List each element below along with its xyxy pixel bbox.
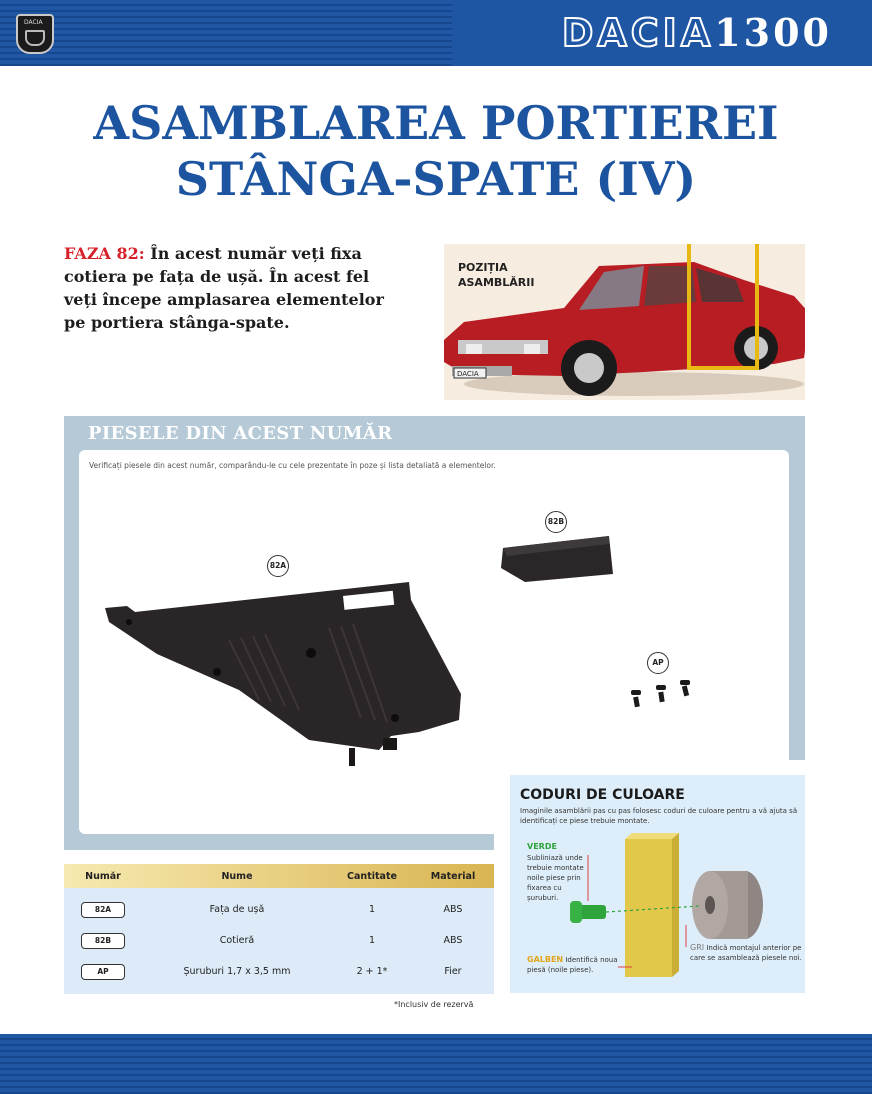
green-code-text: Subliniază unde trebuie montate noile piese prin fixarea cu șuruburi. bbox=[527, 854, 584, 902]
parts-table bbox=[64, 864, 494, 994]
part-qty: 2 + 1* bbox=[356, 966, 388, 977]
badge-text: DACIA bbox=[24, 19, 43, 26]
part-material: ABS bbox=[443, 935, 463, 946]
part-material: ABS bbox=[443, 904, 463, 915]
table-row bbox=[64, 894, 494, 925]
table-footnote: *Inclusiv de rezervă bbox=[394, 1000, 474, 1009]
brand-name: DACIA bbox=[561, 11, 715, 55]
green-code-label: VERDE bbox=[527, 842, 557, 851]
label-82b: 82B bbox=[545, 511, 567, 533]
part-code: 82B bbox=[81, 933, 125, 949]
col-quantity: Cantitate bbox=[347, 870, 397, 882]
plate-text: DACIA bbox=[457, 370, 479, 378]
color-codes-panel bbox=[510, 775, 805, 993]
assembly-position-box bbox=[444, 244, 805, 400]
brand-model: 1300 bbox=[714, 10, 832, 55]
dacia-logo-icon bbox=[16, 14, 54, 54]
intro-text bbox=[64, 242, 404, 334]
pieces-heading: PIESELE DIN ACEST NUMĂR bbox=[88, 423, 393, 444]
part-name: Șuruburi 1,7 x 3,5 mm bbox=[183, 966, 291, 977]
phase-description: În acest număr veți fixa cotiera pe fața de ușă. În acest fel veți începe amplasarea elementelor pe portiera stânga-spate. bbox=[64, 244, 384, 332]
part-qty: 1 bbox=[368, 935, 376, 946]
col-number: Număr bbox=[85, 870, 121, 882]
brand-title bbox=[562, 10, 832, 56]
title-line-1: ASAMBLAREA PORTIEREI bbox=[93, 96, 779, 150]
table-row bbox=[64, 956, 494, 987]
table-body bbox=[64, 888, 494, 994]
label-82a: 82A bbox=[267, 555, 289, 577]
screws-ap bbox=[631, 680, 690, 707]
footer-bar bbox=[0, 1034, 872, 1094]
part-name: Cotieră bbox=[219, 935, 255, 946]
grey-code: GRI Indică montajul anterior pe care se asamblează piesele noi. bbox=[690, 943, 802, 962]
phase-label: FAZA 82: bbox=[64, 244, 145, 263]
position-label: POZIȚIA ASAMBLĂRII bbox=[458, 261, 535, 289]
part-code: AP bbox=[81, 964, 125, 980]
yellow-code: GALBEN Identifică noua piesă (noile piese). bbox=[527, 955, 618, 974]
part-name: Fața de ușă bbox=[209, 904, 265, 915]
door-panel-82a bbox=[105, 582, 461, 750]
table-header bbox=[64, 864, 494, 888]
table-row bbox=[64, 925, 494, 956]
pieces-instruction: Verificați piesele din acest număr, comparându-le cu cele prezentate în poze și lista detaliată a elementelor. bbox=[89, 461, 496, 470]
part-code: 82A bbox=[81, 902, 125, 918]
col-name: Nume bbox=[221, 870, 253, 882]
part-material: Fier bbox=[444, 966, 462, 977]
part-qty: 1 bbox=[368, 904, 376, 915]
col-material: Material bbox=[430, 870, 476, 882]
label-ap: AP bbox=[647, 652, 669, 674]
color-codes-heading: CODURI DE CULOARE bbox=[520, 787, 685, 803]
color-codes-description: Imaginile asamblării pas cu pas folosesc coduri de culoare pentru a vă ajuta să identificați ce piese trebuie montate. bbox=[520, 807, 798, 825]
page-title bbox=[0, 95, 872, 207]
title-line-2: STÂNGA-SPATE (IV) bbox=[175, 152, 697, 206]
